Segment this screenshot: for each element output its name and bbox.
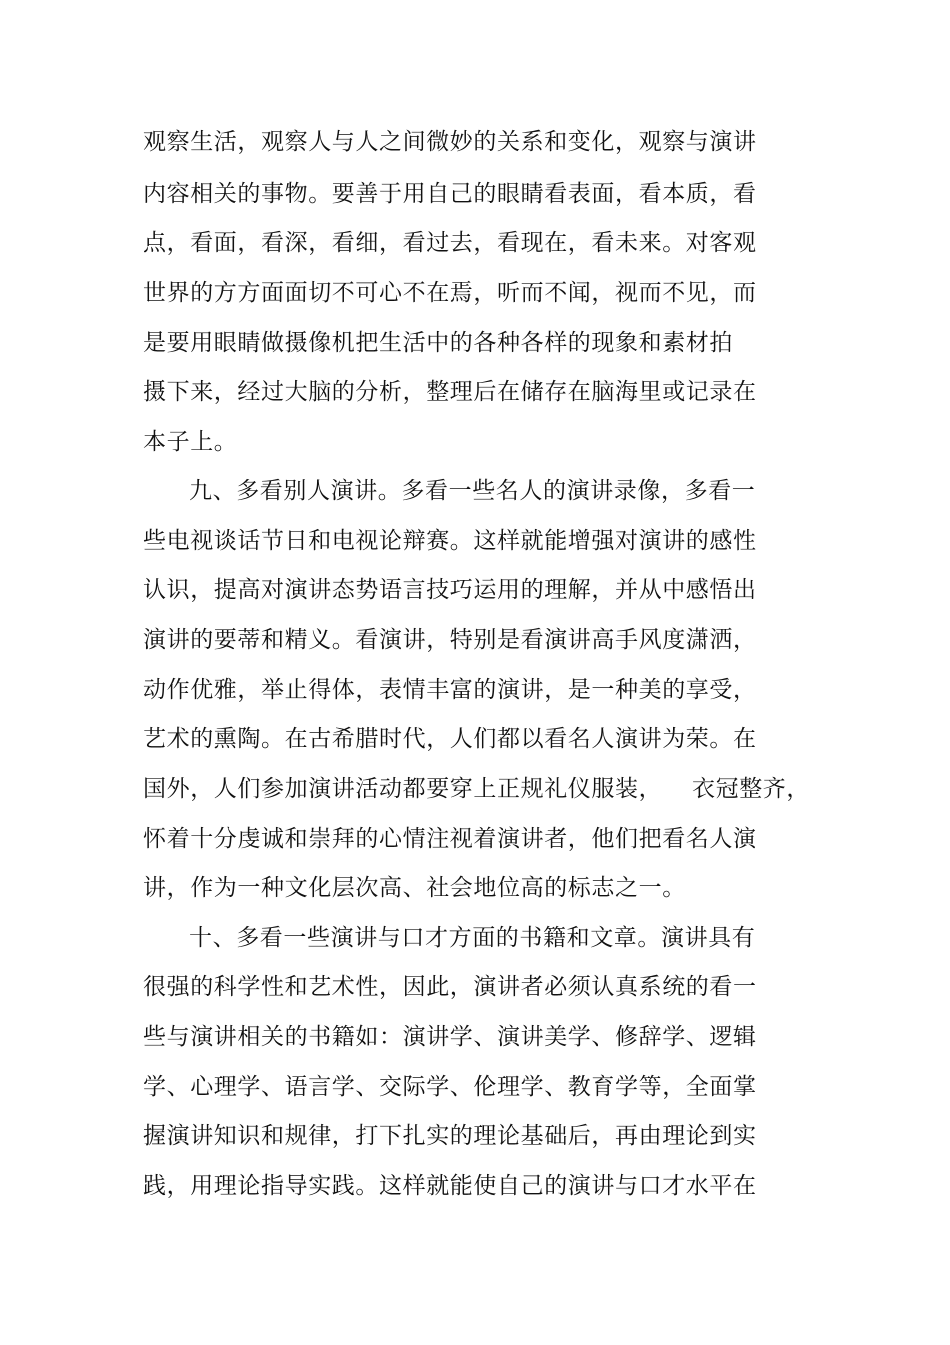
text-line: 内容相关的事物。要善于用自己的眼睛看表面，看本质，看 xyxy=(143,181,757,207)
text-line: 是要用眼睛做摄像机把生活中的各种各样的现象和素材拍 xyxy=(143,330,733,356)
paragraph-heading-9: 九、多看别人演讲。多看一些名人的演讲录像，多看一 xyxy=(189,478,756,504)
text-line: 世界的方方面面切不可心不在焉，听而不闻，视而不见，而 xyxy=(143,280,757,306)
text-line: 些电视谈话节日和电视论辩赛。这样就能增强对演讲的感性 xyxy=(143,528,757,554)
text-line: 点，看面，看深，看细，看过去，看现在，看未来。对客观 xyxy=(143,230,757,256)
text-line: 学、心理学、语言学、交际学、伦理学、教育学等，全面掌 xyxy=(143,1074,757,1100)
text-line: 国外，人们参加演讲活动都要穿上正规礼仪服装， xyxy=(143,776,663,802)
text-line: 怀着十分虔诚和崇拜的心情注视着演讲者，他们把看名人演 xyxy=(143,826,757,852)
text-line: 艺术的熏陶。在古希腊时代，人们都以看名人演讲为荣。在 xyxy=(143,726,757,752)
text-line: 践，用理论指导实践。这样就能使自己的演讲与口才水平在 xyxy=(143,1173,757,1199)
text-line-fragment: 衣冠整齐， xyxy=(692,776,810,802)
text-line: 握演讲知识和规律，打下扎实的理论基础后，再由理论到实 xyxy=(143,1123,757,1149)
paragraph-heading-10: 十、多看一些演讲与口才方面的书籍和文章。演讲具有 xyxy=(189,925,756,951)
text-line: 动作优雅，举止得体，表情丰富的演讲，是一种美的享受， xyxy=(143,677,757,703)
text-line: 摄下来，经过大脑的分析，整理后在储存在脑海里或记录在 xyxy=(143,379,757,405)
text-line: 些与演讲相关的书籍如：演讲学、演讲美学、修辞学、逻辑 xyxy=(143,1024,757,1050)
text-line: 讲，作为一种文化层次高、社会地位高的标志之一。 xyxy=(143,875,686,901)
text-line: 本子上。 xyxy=(143,429,238,455)
text-line: 观察生活，观察人与人之间微妙的关系和变化，观察与演讲 xyxy=(143,129,757,155)
text-line: 演讲的要蒂和精义。看演讲，特别是看演讲高手风度潇洒， xyxy=(143,627,757,653)
text-line: 认识，提高对演讲态势语言技巧运用的理解，并从中感悟出 xyxy=(143,577,757,603)
text-line: 很强的科学性和艺术性，因此，演讲者必须认真系统的看一 xyxy=(143,974,757,1000)
